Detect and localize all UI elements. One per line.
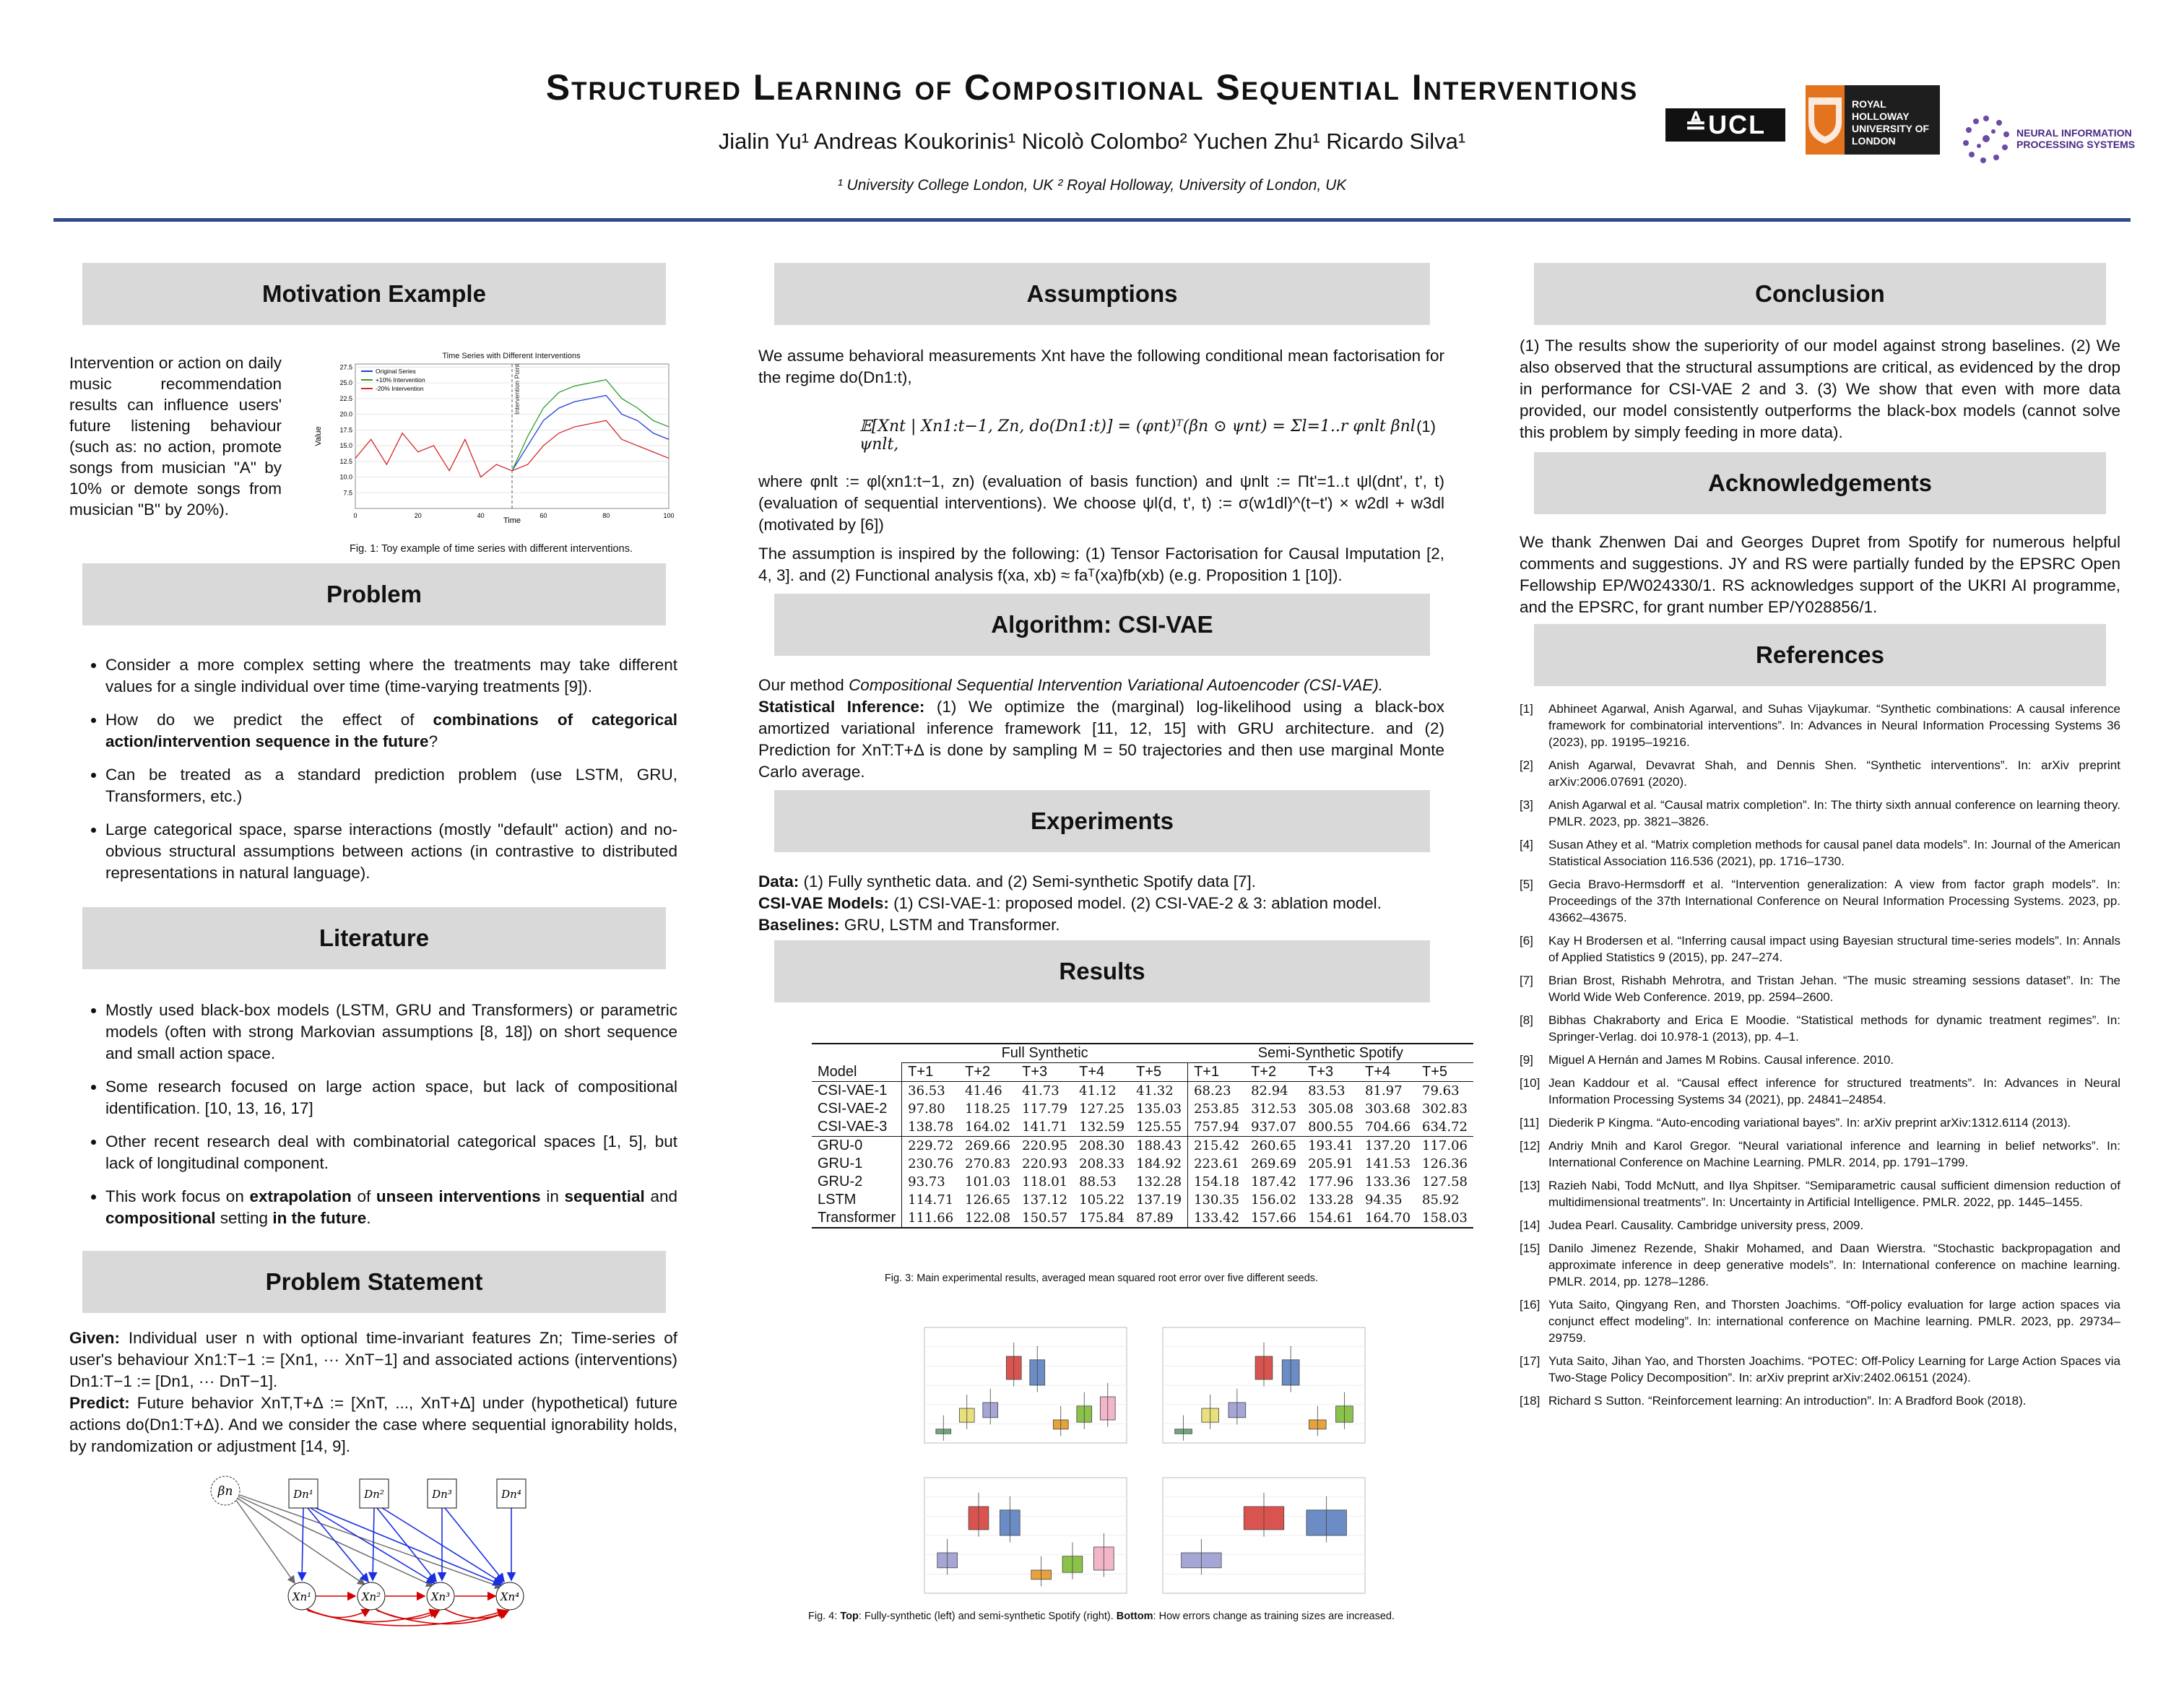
col-step: T+5 bbox=[1136, 1064, 1162, 1080]
table-cell: 156.02 bbox=[1251, 1192, 1297, 1208]
table-cell: 83.53 bbox=[1308, 1083, 1346, 1098]
y-tick-label: 22.5 bbox=[339, 394, 352, 402]
table-cell: 132.28 bbox=[1136, 1174, 1182, 1190]
causal-graph-diagram bbox=[209, 1473, 542, 1618]
reference-number: [17] bbox=[1520, 1354, 1540, 1368]
y-tick-label: 20.0 bbox=[339, 410, 352, 418]
royal-holloway-logo bbox=[1806, 85, 1940, 155]
reference-number: [18] bbox=[1520, 1394, 1540, 1408]
reference-text: Razieh Nabi, Todd McNutt, and Ilya Shpitser. “Semiparametric causal sufficient dimension reduction of multidimensional treatments”. In: Uncertainty in Artificial Intelligence. PMLR. 2022, pp. 1445–1455. bbox=[1548, 1179, 2120, 1209]
table-cell: 220.95 bbox=[1022, 1138, 1068, 1153]
y-axis-label: Value bbox=[314, 426, 323, 446]
reference-text: Jean Kaddour et al. “Causal effect inference for structured treatments”. In: Advances in Neural Information Processing Systems 34 (2021), pp. 24841–24854. bbox=[1548, 1076, 2120, 1106]
experiments-text bbox=[758, 871, 1444, 936]
reference-text: Yuta Saito, Jihan Yao, and Thorsten Joachims. “POTEC: Off-Policy Learning for Large Action Spaces via Two-Stage Policy Decomposition”. In: arXiv preprint arXiv:2402.06151 (2024). bbox=[1548, 1354, 2120, 1384]
table-cell: 101.03 bbox=[965, 1174, 1011, 1190]
problem-list bbox=[87, 654, 677, 896]
table-cell: 137.19 bbox=[1136, 1192, 1182, 1208]
reference-item bbox=[1520, 797, 2120, 830]
motivation-text: Intervention or action on daily music recommendation results can influence users' future listening behaviour (such as: no action, promote songs from musician "A" by 10% or demote songs from musician "B" by 20%). bbox=[69, 354, 282, 519]
reference-item bbox=[1520, 1138, 2120, 1171]
table-cell: 97.80 bbox=[902, 1100, 959, 1118]
reference-text: Diederik P Kingma. “Auto-encoding variational bayes”. In: arXiv preprint arXiv:1312.6114 (2013). bbox=[1548, 1116, 2071, 1130]
reference-number: [16] bbox=[1520, 1298, 1540, 1312]
d3-node: Dn³ bbox=[432, 1488, 452, 1501]
references-heading: References bbox=[1534, 624, 2106, 686]
d4-node: Dn⁴ bbox=[501, 1488, 521, 1501]
d1-node: Dn¹ bbox=[293, 1488, 313, 1501]
x-tick-label: 0 bbox=[353, 512, 358, 519]
assumptions-inspired: The assumption is inspired by the following: (1) Tensor Factorisation for Causal Imputation [2, 4, 3]. and (2) Functional analysis f(xa, xb) ≈ faᵀ(xa)fb(xb) (e.g. Proposition 1 [10]). bbox=[758, 545, 1444, 584]
group-semi-synthetic: Semi-Synthetic Spotify bbox=[1188, 1044, 1473, 1063]
reference-number: [15] bbox=[1520, 1242, 1540, 1255]
table-cell: 105.22 bbox=[1079, 1192, 1125, 1208]
table-cell: 126.36 bbox=[1422, 1156, 1468, 1171]
table-cell: 158.03 bbox=[1422, 1210, 1468, 1226]
predict-text: Future behavior XnT,T+Δ := [XnT, ..., XnT+Δ] under (hypothetical) future actions do(Dn1:T+Δ). And we consider the case where sequential ignorability holds, by randomization or adjustment [14, 9]. bbox=[69, 1394, 677, 1455]
data-label: Data: bbox=[758, 872, 800, 890]
table-cell: 154.61 bbox=[1308, 1210, 1354, 1226]
algorithm-intro: Our method bbox=[758, 676, 849, 694]
table-cell: 175.84 bbox=[1079, 1210, 1125, 1226]
table-cell: 130.35 bbox=[1188, 1191, 1245, 1209]
problem-bullet-3: • Can be treated as a standard prediction problem (use LSTM, GRU, Transformers, etc.) bbox=[105, 764, 677, 807]
reference-text: Miguel A Hernán and James M Robins. Causal inference. 2010. bbox=[1548, 1053, 1894, 1067]
x3-node: Xn³ bbox=[430, 1590, 451, 1603]
x1-node: Xn¹ bbox=[292, 1590, 312, 1603]
x-tick-label: 80 bbox=[602, 512, 610, 519]
table-cell: 220.93 bbox=[1022, 1156, 1068, 1171]
col-step: T+1 bbox=[902, 1063, 959, 1082]
table-cell: 704.66 bbox=[1365, 1119, 1411, 1135]
col-step: T+2 bbox=[1251, 1064, 1277, 1080]
poster-title: Structured Learning of Compositional Sequential Interventions bbox=[545, 67, 1639, 108]
table-cell: 41.46 bbox=[965, 1083, 1002, 1098]
table-cell: 164.02 bbox=[965, 1119, 1011, 1135]
predict-label: Predict: bbox=[69, 1394, 130, 1412]
table-cell: 127.25 bbox=[1079, 1101, 1125, 1117]
table-cell: 133.36 bbox=[1365, 1174, 1411, 1190]
reference-text: Richard S Sutton. “Reinforcement learning: An introduction”. In: A Bradford Book (2018). bbox=[1548, 1394, 2027, 1408]
chart-title: Time Series with Different Interventions bbox=[442, 352, 581, 360]
literature-list bbox=[87, 1000, 677, 1241]
baselines-label: Baselines: bbox=[758, 916, 840, 934]
table-cell: 87.89 bbox=[1136, 1210, 1174, 1226]
reference-item bbox=[1520, 932, 2120, 966]
table-cell: 141.53 bbox=[1365, 1156, 1411, 1171]
legend-entry: -20% Intervention bbox=[376, 385, 424, 392]
reference-number: [14] bbox=[1520, 1218, 1540, 1232]
table-row bbox=[812, 1137, 1473, 1156]
table-cell: 208.30 bbox=[1079, 1138, 1125, 1153]
y-tick-labels bbox=[339, 363, 352, 496]
table-cell: 79.63 bbox=[1422, 1083, 1460, 1098]
literature-bullet-3: • Other recent research deal with combinatorial categorical spaces [1, 5], but lack of longitudinal component. bbox=[105, 1131, 677, 1174]
table-cell: 41.12 bbox=[1079, 1083, 1117, 1098]
reference-list bbox=[1520, 701, 2120, 1416]
reference-item bbox=[1520, 1296, 2120, 1346]
table-cell: 800.55 bbox=[1308, 1119, 1354, 1135]
reference-item bbox=[1520, 1114, 2120, 1131]
temporal-edges bbox=[305, 1596, 508, 1626]
literature-bullet-1: • Mostly used black-box models (LSTM, GRU and Transformers) or parametric models (often with strong Markovian assumptions [8, 18]) on short sequence and small action space. bbox=[105, 1000, 677, 1065]
problem-heading: Problem bbox=[82, 563, 666, 625]
problem-bullet-2: • How do we predict the effect of combinations of categorical action/intervention sequence in the future? bbox=[105, 709, 677, 753]
ucl-logo bbox=[1665, 108, 1785, 142]
assumptions-intro: We assume behavioral measurements Xnt have the following conditional mean factorisation for the regime do(Dn1:t), bbox=[758, 347, 1444, 386]
fig1-caption: Fig. 1: Toy example of time series with different interventions. bbox=[350, 543, 633, 555]
reference-text: Brian Brost, Rishabh Mehrotra, and Tristan Jehan. “The music streaming sessions dataset”. In: The World Wide Web Conference. 2019, pp. 2594–2600. bbox=[1548, 974, 2120, 1004]
table-cell: 230.76 bbox=[902, 1155, 959, 1173]
table-cell: 150.57 bbox=[1022, 1210, 1068, 1226]
equation-body: 𝔼[Xnt | Xn1:t−1, Zn, do(Dn1:t)] = (φnt)ᵀ(βn ⊙ ψnt) = Σl=1..r φnlt βnl ψnlt, bbox=[859, 417, 1416, 454]
table-cell: 133.28 bbox=[1308, 1192, 1354, 1208]
table-cell: 269.69 bbox=[1251, 1156, 1297, 1171]
fig4-caption-top: Top bbox=[840, 1611, 859, 1622]
table-cell: 260.65 bbox=[1251, 1138, 1297, 1153]
table-cell: 154.18 bbox=[1188, 1173, 1245, 1191]
reference-text: Anish Agarwal et al. “Causal matrix completion”. In: The thirty sixth annual conference on learning theory. PMLR. 2023, pp. 3821–3826. bbox=[1548, 798, 2120, 828]
problem-bullet-4: • Large categorical space, sparse interactions (mostly "default" action) and no-obvious structural assumptions between actions (in contrastive to distributed representations in natural language). bbox=[105, 819, 677, 884]
reference-item bbox=[1520, 1240, 2120, 1290]
table-cell: 93.73 bbox=[902, 1173, 959, 1191]
table-cell: 305.08 bbox=[1308, 1101, 1354, 1117]
x4-node: Xn⁴ bbox=[500, 1590, 520, 1603]
reference-number: [8] bbox=[1520, 1013, 1533, 1027]
y-tick-label: 12.5 bbox=[339, 457, 352, 465]
legend bbox=[361, 368, 425, 392]
reference-number: [6] bbox=[1520, 934, 1533, 948]
table-row bbox=[812, 1173, 1473, 1191]
reference-text: Susan Athey et al. “Matrix completion methods for causal panel data models”. In: Journal of the American Statistical Association 116.536 (2021), pp. 1716–1730. bbox=[1548, 838, 2120, 868]
beta-edges bbox=[235, 1495, 502, 1587]
reference-item bbox=[1520, 1353, 2120, 1386]
literature-bullet-4: • This work focus on extrapolation of unseen interventions in sequential and compositional setting in the future. bbox=[105, 1186, 677, 1229]
stat-inference-text: (1) We optimize the (marginal) log-likelihood using a black-box amortized variational inference framework [11, 12, 15] with GRU architecture. and (2) Prediction for XnT:T+Δ is done by sampling M = 50 trajectories and then use marginal Monte Carlo average. bbox=[758, 698, 1444, 781]
reference-text: Gecia Bravo-Hermsdorff et al. “Intervention generalization: A view from factor graph models”. In: Proceedings of the 37th International Conference on Neural Information Processing Systems. 2023, pp. 43662–43675. bbox=[1548, 878, 2120, 924]
table-cell: 193.41 bbox=[1308, 1138, 1354, 1153]
reference-number: [12] bbox=[1520, 1139, 1540, 1153]
reference-text: Judea Pearl. Causality. Cambridge university press, 2009. bbox=[1548, 1218, 1864, 1232]
stat-inference-label: Statistical Inference: bbox=[758, 698, 925, 716]
crest-icon bbox=[1806, 85, 1845, 155]
table-cell: 41.32 bbox=[1136, 1083, 1174, 1098]
given-text: Individual user n with optional time-invariant features Zn; Time-series of user's behaviour Xn1:T−1 := [Xn1, ··· XnT−1] and associated actions (interventions) Dn1:T−1 := [Dn1, ··· DnT−1]. bbox=[69, 1329, 677, 1390]
fig4-caption-a: Fig. 4: bbox=[807, 1611, 841, 1622]
literature-heading: Literature bbox=[82, 907, 666, 969]
algorithm-method-name: Compositional Sequential Intervention Variational Autoencoder (CSI-VAE). bbox=[849, 676, 1384, 694]
table-cell: 36.53 bbox=[902, 1082, 959, 1101]
table-cell: 125.55 bbox=[1136, 1119, 1182, 1135]
row-model: Transformer bbox=[818, 1210, 896, 1226]
table-cell: 88.53 bbox=[1079, 1174, 1117, 1190]
neurips-logo bbox=[1959, 113, 2139, 173]
reference-number: [2] bbox=[1520, 758, 1533, 772]
table-cell: 132.59 bbox=[1079, 1119, 1125, 1135]
table-cell: 81.97 bbox=[1365, 1083, 1403, 1098]
reference-item bbox=[1520, 1217, 2120, 1234]
reference-item bbox=[1520, 836, 2120, 870]
boxplot-panels bbox=[924, 1327, 1365, 1593]
reference-text: Kay H Brodersen et al. “Inferring causal impact using Bayesian structural time-series models”. In: Annals of Applied Statistics 9 (2015), pp. 247–274. bbox=[1548, 934, 2120, 964]
reference-number: [4] bbox=[1520, 838, 1533, 852]
table-cell: 133.42 bbox=[1188, 1209, 1245, 1228]
neurips-icon bbox=[1959, 113, 2014, 168]
y-tick-label: 10.0 bbox=[339, 473, 352, 481]
reference-number: [9] bbox=[1520, 1053, 1533, 1067]
problem-statement-heading: Problem Statement bbox=[82, 1251, 666, 1313]
table-cell: 184.92 bbox=[1136, 1156, 1182, 1171]
x-tick-label: 100 bbox=[663, 512, 675, 519]
reference-number: [1] bbox=[1520, 702, 1533, 716]
fig4-caption bbox=[758, 1611, 1444, 1622]
table-caption: Fig. 3: Main experimental results, averaged mean squared root error over five different seeds. bbox=[884, 1273, 1319, 1284]
reference-text: Danilo Jimenez Rezende, Shakir Mohamed, and Daan Wierstra. “Stochastic backpropagation and approximate inference in deep generative models”. In: International conference on machine learning. PMLR. 2014, pp. 1278–1286. bbox=[1548, 1242, 2120, 1288]
table-cell: 127.58 bbox=[1422, 1174, 1468, 1190]
table-cell: 253.85 bbox=[1188, 1100, 1245, 1118]
table-cell: 223.61 bbox=[1188, 1155, 1245, 1173]
row-model: GRU-1 bbox=[818, 1156, 863, 1171]
table-cell: 122.08 bbox=[965, 1210, 1011, 1226]
d2-node: Dn² bbox=[364, 1488, 384, 1501]
table-cell: 117.79 bbox=[1022, 1101, 1068, 1117]
group-full-synthetic: Full Synthetic bbox=[902, 1044, 1188, 1063]
row-model: GRU-2 bbox=[818, 1174, 863, 1190]
y-tick-label: 27.5 bbox=[339, 363, 352, 371]
models-label: CSI-VAE Models: bbox=[758, 894, 889, 912]
table-cell: 188.43 bbox=[1136, 1138, 1182, 1153]
reference-number: [13] bbox=[1520, 1179, 1540, 1192]
equation-number: (1) bbox=[1416, 417, 1436, 436]
reference-number: [11] bbox=[1520, 1116, 1540, 1130]
x-tick-label: 40 bbox=[477, 512, 485, 519]
literature-bullet-2: • Some research focused on large action space, but lack of compositional identification. [10, 13, 16, 17] bbox=[105, 1076, 677, 1119]
neurips-text: NEURAL INFORMATION PROCESSING SYSTEMS bbox=[2016, 127, 2136, 150]
reference-text: Anish Agarwal, Devavrat Shah, and Dennis Shen. “Synthetic interventions”. In: arXiv preprint arXiv:2006.07691 (2020). bbox=[1548, 758, 2120, 789]
reference-item bbox=[1520, 1052, 2120, 1068]
table-header-row bbox=[812, 1063, 1473, 1082]
csi-vae-rows bbox=[812, 1082, 1473, 1137]
col-step: T+1 bbox=[1188, 1063, 1245, 1082]
y-tick-label: 15.0 bbox=[339, 442, 352, 450]
table-cell: 208.33 bbox=[1079, 1156, 1125, 1171]
given-label: Given: bbox=[69, 1329, 121, 1347]
table-row bbox=[812, 1155, 1473, 1173]
table-row bbox=[812, 1191, 1473, 1209]
reference-item bbox=[1520, 1177, 2120, 1210]
baseline-rows bbox=[812, 1137, 1473, 1228]
table-cell: 117.06 bbox=[1422, 1138, 1468, 1153]
reference-item bbox=[1520, 1012, 2120, 1045]
table-cell: 94.35 bbox=[1365, 1192, 1403, 1208]
table-cell: 177.96 bbox=[1308, 1174, 1354, 1190]
acknowledgements-text: We thank Zhenwen Dai and Georges Dupret from Spotify for numerous helpful comments and suggestions. JY and RS were partially funded by the EPSRC Open Fellowship EP/W024330/1. RS acknowledges support of the UKRI AI programme, and the EPSRC, for grant number EP/Y028856/1. bbox=[1520, 533, 2120, 616]
col-step: T+3 bbox=[1022, 1064, 1048, 1080]
y-tick-label: 7.5 bbox=[343, 489, 352, 497]
y-tick-label: 17.5 bbox=[339, 426, 352, 434]
experiments-heading: Experiments bbox=[774, 790, 1430, 852]
row-model: LSTM bbox=[818, 1192, 857, 1208]
table-cell: 141.71 bbox=[1022, 1119, 1068, 1135]
table-row bbox=[812, 1100, 1473, 1118]
table-cell: 302.83 bbox=[1422, 1101, 1468, 1117]
table-cell: 303.68 bbox=[1365, 1101, 1411, 1117]
problem-bullet-1: • Consider a more complex setting where the treatments may take different values for a single individual over time (time-varying treatments [9]). bbox=[105, 654, 677, 698]
table-cell: 269.66 bbox=[965, 1138, 1011, 1153]
affiliations: ¹ University College London, UK ² Royal Holloway, University of London, UK bbox=[837, 177, 1347, 194]
row-model: CSI-VAE-3 bbox=[818, 1119, 888, 1135]
reference-item bbox=[1520, 757, 2120, 790]
table-cell: 270.83 bbox=[965, 1156, 1011, 1171]
table-cell: 164.70 bbox=[1365, 1210, 1411, 1226]
table-row bbox=[812, 1209, 1473, 1228]
row-model: GRU-0 bbox=[818, 1138, 863, 1153]
assumptions-where: where φnlt := φl(xn1:t−1, zn) (evaluation of basis function) and ψnlt := Πt'=1..t ψl(dnt', t', t) (evaluation of sequential interventions). We choose ψl(d, t', t) := σ(w1dl)^(t−t') × w2dl + w3dl (motivated by [6]) bbox=[758, 472, 1444, 534]
fig4-caption-c: : How errors change as training sizes are increased. bbox=[1153, 1611, 1395, 1622]
table-cell: 135.03 bbox=[1136, 1101, 1182, 1117]
x-axis-label: Time bbox=[503, 516, 521, 525]
acknowledgements-heading: Acknowledgements bbox=[1534, 452, 2106, 514]
results-heading: Results bbox=[774, 940, 1430, 1002]
table-cell: 205.91 bbox=[1308, 1156, 1354, 1171]
fig4-caption-bottom: Bottom bbox=[1116, 1611, 1153, 1622]
row-model: CSI-VAE-1 bbox=[818, 1083, 888, 1098]
table-cell: 229.72 bbox=[902, 1137, 959, 1156]
table-row bbox=[812, 1118, 1473, 1137]
ucl-logo-text: ≜UCL bbox=[1684, 110, 1767, 139]
col-step: T+2 bbox=[965, 1064, 991, 1080]
algorithm-text bbox=[758, 675, 1444, 783]
action-edges bbox=[302, 1507, 511, 1585]
problem-statement-text bbox=[69, 1327, 677, 1457]
reference-number: [10] bbox=[1520, 1076, 1540, 1090]
beta-node-label: βn bbox=[217, 1484, 233, 1499]
col-step: T+3 bbox=[1308, 1064, 1334, 1080]
table-cell: 137.20 bbox=[1365, 1138, 1411, 1153]
table-cell: 937.07 bbox=[1251, 1119, 1297, 1135]
reference-item bbox=[1520, 972, 2120, 1005]
reference-item bbox=[1520, 1075, 2120, 1108]
table-cell: 757.94 bbox=[1188, 1118, 1245, 1137]
models-text: (1) CSI-VAE-1: proposed model. (2) CSI-VAE-2 & 3: ablation model. bbox=[893, 894, 1382, 912]
reference-number: [7] bbox=[1520, 974, 1533, 987]
header-divider bbox=[53, 218, 2131, 222]
table-row bbox=[812, 1082, 1473, 1101]
table-cell: 138.78 bbox=[902, 1118, 959, 1137]
col-step: T+4 bbox=[1365, 1064, 1391, 1080]
royal-holloway-text: ROYAL HOLLOWAY UNIVERSITY OF LONDON bbox=[1852, 98, 1930, 147]
table-cell: 118.01 bbox=[1022, 1174, 1068, 1190]
reference-text: Yuta Saito, Qingyang Ren, and Thorsten Joachims. “Off-policy evaluation for large action spaces via conjunct effect modeling”. In: international conference on Machine learning. PMLR. 2023, pp. 29734–29759. bbox=[1548, 1298, 2120, 1345]
x-tick-label: 60 bbox=[540, 512, 547, 519]
table-cell: 157.66 bbox=[1251, 1210, 1297, 1226]
table-cell: 187.42 bbox=[1251, 1174, 1297, 1190]
legend-entry: Original Series bbox=[376, 368, 416, 375]
baselines-text: GRU, LSTM and Transformer. bbox=[844, 916, 1060, 934]
row-model: CSI-VAE-2 bbox=[818, 1101, 888, 1117]
table-cell: 82.94 bbox=[1251, 1083, 1288, 1098]
author-list: Jialin Yu¹ Andreas Koukorinis¹ Nicolò Colombo² Yuchen Zhu¹ Ricardo Silva¹ bbox=[718, 129, 1466, 154]
data-text: (1) Fully synthetic data. and (2) Semi-synthetic Spotify data [7]. bbox=[803, 872, 1257, 890]
col-model: Model bbox=[818, 1063, 857, 1080]
x2-node: Xn² bbox=[361, 1590, 381, 1603]
table-cell: 215.42 bbox=[1188, 1137, 1245, 1156]
conclusion-text: (1) The results show the superiority of our model against strong baselines. (2) We also observed that the structural assumptions are critical, as evidenced by the drop in performance for CSI-VAE 2 and 3. (3) We show that even with more data provided, our model consistently outperforms the black-box models (cannot solve this problem by simply feeding in more data). bbox=[1520, 337, 2120, 441]
results-table bbox=[812, 1043, 1473, 1228]
col-step: T+5 bbox=[1422, 1064, 1448, 1080]
intervention-label: Intervention Point bbox=[514, 363, 521, 415]
reference-item bbox=[1520, 1392, 2120, 1409]
reference-text: Andriy Mnih and Karol Gregor. “Neural variational inference and learning in belief networks”. In: International Conference on Machine Learning. PMLR. 2014, pp. 1791–1799. bbox=[1548, 1139, 2120, 1169]
x-tick-label: 20 bbox=[414, 512, 422, 519]
assumptions-heading: Assumptions bbox=[774, 263, 1430, 325]
reference-item bbox=[1520, 876, 2120, 926]
table-cell: 137.12 bbox=[1022, 1192, 1068, 1208]
action-nodes bbox=[289, 1479, 526, 1508]
legend-entry: +10% Intervention bbox=[376, 376, 425, 384]
reference-text: Bibhas Chakraborty and Erica E Moodie. “Statistical methods for dynamic treatment regimes”. In: Springer-Verlag. doi 10.978-1 (2013), pp. 4–1. bbox=[1548, 1013, 2120, 1044]
col-step: T+4 bbox=[1079, 1064, 1105, 1080]
conclusion-heading: Conclusion bbox=[1534, 263, 2106, 325]
reference-number: [5] bbox=[1520, 878, 1533, 891]
table-cell: 634.72 bbox=[1422, 1119, 1468, 1135]
table-cell: 118.25 bbox=[965, 1101, 1011, 1117]
table-cell: 111.66 bbox=[902, 1209, 959, 1228]
results-table-wrap bbox=[812, 1043, 1473, 1228]
reference-item bbox=[1520, 701, 2120, 750]
y-tick-label: 25.0 bbox=[339, 379, 352, 387]
table-cell: 85.92 bbox=[1422, 1192, 1460, 1208]
algorithm-heading: Algorithm: CSI-VAE bbox=[774, 594, 1430, 656]
table-cell: 68.23 bbox=[1188, 1082, 1245, 1101]
toy-time-series-chart bbox=[311, 347, 675, 532]
reference-number: [3] bbox=[1520, 798, 1533, 812]
reference-text: Abhineet Agarwal, Anish Agarwal, and Suhas Vijaykumar. “Synthetic combinations: A causal inference framework for combinatorial interventions”. In: Advances in Neural Information Processing Systems 36 (2023), pp. 19195–19216. bbox=[1548, 702, 2120, 749]
table-cell: 41.73 bbox=[1022, 1083, 1060, 1098]
fig4-caption-b: : Fully-synthetic (left) and semi-synthetic Spotify (right). bbox=[858, 1611, 1117, 1622]
table-cell: 126.65 bbox=[965, 1192, 1011, 1208]
motivation-heading: Motivation Example bbox=[82, 263, 666, 325]
table-cell: 312.53 bbox=[1251, 1101, 1297, 1117]
table-cell: 114.71 bbox=[902, 1191, 959, 1209]
